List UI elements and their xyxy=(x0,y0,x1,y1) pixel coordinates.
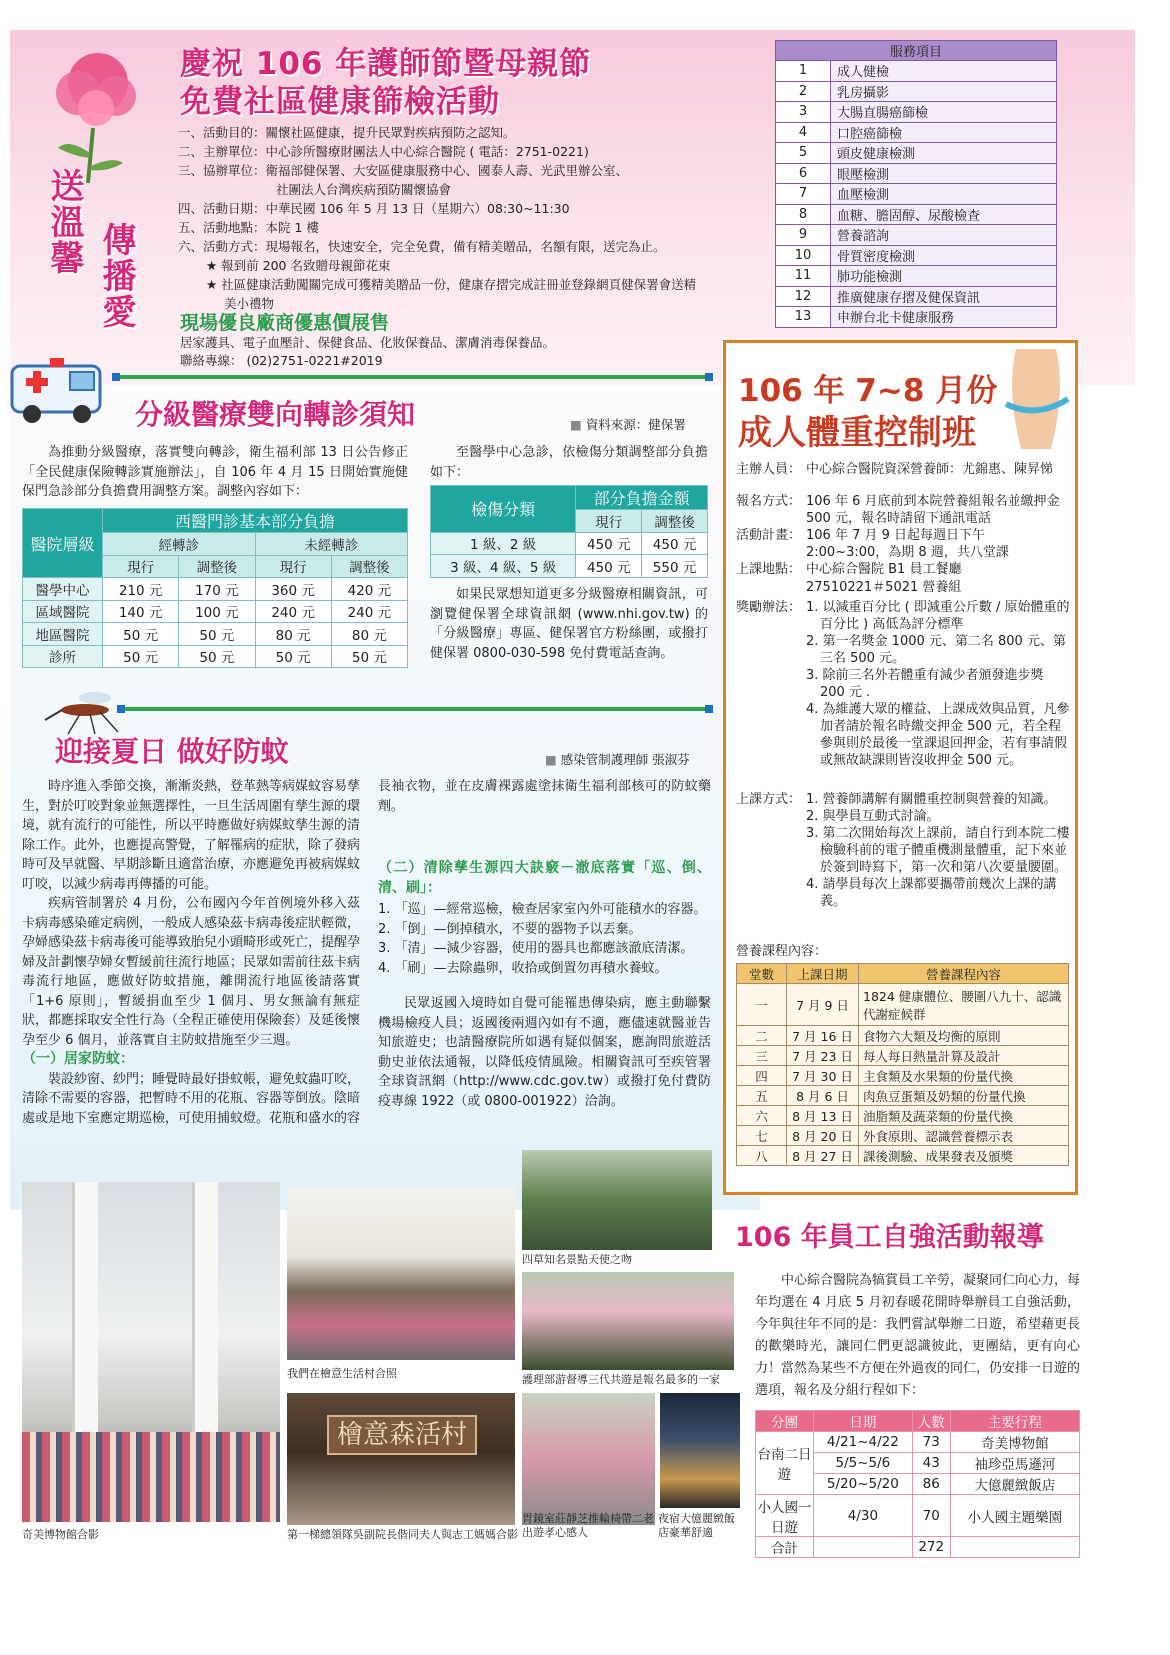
subheading: （二）清除孳生源四大訣竅－澈底落實「巡、倒、清、刷」： xyxy=(378,860,711,896)
subheading: （一）居家防蚊： xyxy=(22,1051,134,1067)
event-item: 社團法人台灣疾病預防關懷協會 xyxy=(276,182,452,197)
fee-cell: 450 元 xyxy=(642,532,708,555)
fee-cell: 240 元 xyxy=(255,600,331,623)
list-item: 2. 「倒」—倒掉積水，不要的器物予以丟棄。 xyxy=(378,921,642,937)
referral-more-info: 如果民眾想知道更多分級醫療相關資訊，可瀏覽健保署全球資訊網 (www.nhi.gov.tw) 的「分級醫療」專區、健保署官方粉絲團，或撥打健保署 0800-030-598 免付費電話查詢。 xyxy=(430,587,708,661)
col-not-referred: 未經轉診 xyxy=(255,533,408,556)
table-row xyxy=(737,1086,1069,1106)
col-session: 堂數 xyxy=(737,964,787,984)
session-number: 五 xyxy=(737,1086,787,1106)
contact-line: 聯絡專線： (02)2751-0221#2019 xyxy=(180,353,383,368)
service-name: 頭皮健康檢測 xyxy=(831,143,1057,164)
fee-cell: 80 元 xyxy=(331,623,407,646)
photo-caption: 胃鏡室莊靜芝推輪椅帶二老出遊孝心感人 xyxy=(522,1512,654,1539)
session-content: 食物六大類及均衡的原則 xyxy=(859,1026,1069,1046)
mosquito-icon xyxy=(40,688,125,736)
table-row xyxy=(23,623,408,646)
trip-count: 43 xyxy=(912,1453,950,1474)
total-label: 合計 xyxy=(756,1537,814,1558)
award-item: 1. 以減重百分比 ( 即減重公斤數 / 原始體重的百分比 ) 高低為評分標準 xyxy=(806,600,1070,632)
trip-date: 5/5~5/6 xyxy=(814,1453,913,1474)
col-count: 人數 xyxy=(912,1411,950,1432)
session-content: 1824 健康體位、腰圍八九十、認識代謝症候群 xyxy=(859,984,1069,1026)
col-adjusted: 調整後 xyxy=(331,555,407,578)
session-content: 油脂類及蔬菜類的份量代換 xyxy=(859,1106,1069,1126)
er-fee-table xyxy=(430,485,708,578)
col-group: 分團 xyxy=(756,1411,814,1432)
referral-title: 分級醫療雙向轉診須知 xyxy=(135,398,416,431)
photo-caption: 我們在檜意生活村合照 xyxy=(287,1367,397,1380)
col-triage: 檢傷分類 xyxy=(431,486,576,533)
photo-caption: 第一梯總領隊吳副院長偕同夫人與志工媽媽合影 xyxy=(287,1528,518,1541)
session-date: 8 月 27 日 xyxy=(787,1146,859,1166)
session-date: 8 月 13 日 xyxy=(787,1106,859,1126)
weight-control-box xyxy=(723,340,1078,1195)
session-date: 7 月 16 日 xyxy=(787,1026,859,1046)
service-name: 肺功能檢測 xyxy=(831,266,1057,287)
section-divider xyxy=(115,375,710,379)
service-name: 申辦台北卡健康服務 xyxy=(831,307,1057,328)
service-number: 2 xyxy=(776,81,831,102)
session-content: 課後測驗、成果發表及頒獎 xyxy=(859,1146,1069,1166)
table-row xyxy=(737,1126,1069,1146)
session-number: 四 xyxy=(737,1066,787,1086)
service-row xyxy=(776,184,1057,205)
service-name: 眼壓檢測 xyxy=(831,163,1057,184)
service-name: 乳房攝影 xyxy=(831,81,1057,102)
fee-cell: 170 元 xyxy=(179,578,255,601)
list-item: 4. 「刷」—去除蟲卵，收拾或倒置勿再積水養蚊。 xyxy=(378,960,668,976)
session-date: 8 月 6 日 xyxy=(787,1086,859,1106)
vertical-slogan-1: 送溫馨 xyxy=(44,168,84,276)
paragraph: 裝設紗窗、紗門；睡覺時最好掛蚊帳，避免蚊蟲叮咬，清除不需要的容器，把暫時不用的花瓶、容器等倒放。陰暗處或是地下室應定期巡檢，可使用捕蚊燈。花瓶和盛水的容 xyxy=(22,1071,360,1126)
service-row xyxy=(776,266,1057,287)
service-name: 大腸直腸癌篩檢 xyxy=(831,102,1057,123)
fee-cell: 50 元 xyxy=(331,645,407,668)
village-sign: 檜意森活村 xyxy=(327,1415,477,1455)
table-row xyxy=(737,1066,1069,1086)
method-item: 2. 與學員互動式討論。 xyxy=(806,809,940,824)
service-row xyxy=(776,286,1057,307)
photo-caption: 奇美博物館合影 xyxy=(22,1528,99,1541)
triage-class: 3 級、4 級、5 級 xyxy=(431,555,576,578)
service-name: 血糖、膽固醇、尿酸檢查 xyxy=(831,204,1057,225)
col-route: 主要行程 xyxy=(950,1411,1079,1432)
col-date: 日期 xyxy=(814,1411,913,1432)
fee-cell: 50 元 xyxy=(255,645,331,668)
trip-title: 106 年員工自強活動報導 xyxy=(735,1222,1044,1253)
award-item: 2. 第一名獎金 1000 元、第二名 800 元、第三名 500 元。 xyxy=(806,634,1066,666)
service-number: 1 xyxy=(776,61,831,82)
session-number: 三 xyxy=(737,1046,787,1066)
event-item: 二、主辦單位：中心診所醫療財團法人中心綜合醫院 ( 電話：2751-0221) xyxy=(178,144,589,159)
vertical-slogan-2: 傳播愛 xyxy=(96,222,136,330)
session-content: 每人每日熱量計算及設計 xyxy=(859,1046,1069,1066)
session-number: 八 xyxy=(737,1146,787,1166)
total-count: 272 xyxy=(912,1537,950,1558)
tips-list xyxy=(378,900,711,978)
event-item: 六、活動方式：現場報名，快速安全，完全免費，備有精美贈品，名額有限，送完為止。 xyxy=(178,239,666,254)
total-spacer xyxy=(950,1537,1079,1558)
col-adjusted: 調整後 xyxy=(179,555,255,578)
photo-caption: 夜宿大億麗緻飯店豪華舒適 xyxy=(658,1512,735,1539)
fee-cell: 450 元 xyxy=(576,555,642,578)
event-item: 美小禮物 xyxy=(224,296,275,311)
weight-info-label: 主辦人員： xyxy=(736,462,802,477)
group-name: 小人國一日遊 xyxy=(756,1495,814,1537)
fair-line: 居家護具、電子血壓計、保健食品、化妝保養品、潔膚消毒保養品。 xyxy=(180,335,556,350)
referral-intro: 為推動分級醫療，落實雙向轉診，衛生福利部 13 日公告修正「全民健康保險轉診實施辦法」，自 106 年 4 月 15 日開始實施健保門急診部分負擔費用調整方案。調整內容如下： xyxy=(22,445,408,499)
col-basic-fee: 西醫門診基本部分負擔 xyxy=(103,509,408,533)
referral-source: ■ 資料來源：健保署 xyxy=(570,415,686,433)
weight-info-value: 106 年 7 月 9 日起每週日下午 2:00~3:00，為期 8 週，共八堂課 xyxy=(806,528,1009,560)
table-row xyxy=(737,1046,1069,1066)
total-spacer xyxy=(814,1537,913,1558)
table-row xyxy=(431,555,708,578)
trip-table xyxy=(755,1410,1080,1558)
award-label: 獎勵辦法： xyxy=(736,600,802,615)
service-number: 3 xyxy=(776,102,831,123)
fee-cell: 450 元 xyxy=(576,532,642,555)
weight-title-2: 成人體重控制班 xyxy=(738,413,976,453)
service-row xyxy=(776,307,1057,328)
service-number: 8 xyxy=(776,204,831,225)
service-name: 成人健檢 xyxy=(831,61,1057,82)
divider-marker xyxy=(112,373,120,381)
service-number: 12 xyxy=(776,286,831,307)
mosquito-title: 迎接夏日 做好防蚊 xyxy=(55,735,289,768)
award-list xyxy=(806,599,1071,769)
photo-group-volunteers xyxy=(287,1393,515,1525)
event-title-1: 慶祝 106 年護師節暨母親節 xyxy=(180,46,592,82)
weight-info-label: 上課地點： xyxy=(736,562,802,577)
session-number: 一 xyxy=(737,984,787,1026)
table-row xyxy=(431,532,708,555)
method-item: 4. 請學員每次上課都要攜帶前幾次上課的講義。 xyxy=(806,877,1057,909)
paragraph: 疾病管制署於 4 月份，公布國內今年首例境外移入茲卡病毒感染確定病例，一般成人感染茲卡病毒後症狀輕微，孕婦感染茲卡病毒後可能導致胎兒小頭畸形或死亡，提醒孕婦及計劃懷孕婦女暫緩前往流行地區；民眾如需前往茲卡病毒流行地區，應做好防蚊措施，離開流行地區後請落實「1+6 原則」，暫緩捐血至少 1 個月、男女無論有無症狀，都應採取安全性行為（全程正確使用保險套）及延後懷孕至少 6 個月，並落實自主防蚊措施至少三週。 xyxy=(22,896,361,1048)
service-number: 9 xyxy=(776,225,831,246)
service-number: 6 xyxy=(776,163,831,184)
fee-cell: 360 元 xyxy=(255,578,331,601)
weight-title-1: 106 年 7~8 月份 xyxy=(738,373,998,409)
mosquito-source: ■ 感染管制護理師 張淑芬 xyxy=(545,750,690,768)
col-date: 上課日期 xyxy=(787,964,859,984)
services-header: 服務項目 xyxy=(776,41,1057,61)
section-divider xyxy=(120,707,710,711)
group-name: 台南二日遊 xyxy=(756,1432,814,1495)
photo-hotel xyxy=(660,1393,740,1508)
trip-count: 70 xyxy=(912,1495,950,1537)
fee-cell: 240 元 xyxy=(331,600,407,623)
service-row xyxy=(776,245,1057,266)
hospital-level: 區域醫院 xyxy=(23,600,103,623)
session-number: 二 xyxy=(737,1026,787,1046)
weight-info-value: 中心綜合醫院資深營養師：尤錦惠、陳昇悌 xyxy=(806,462,1054,477)
paragraph: 時序進入季節交換，漸漸炎熱，登革熱等病媒蚊容易孳生，對於叮咬對象並無選擇性，一旦生活周圍有孳生源的環境，就有流行的可能性，所以平時應做好病媒蚊孳生源的清除工作。此外，也應提高警覺，了解罹病的症狀，除了發病時可及早就醫、早期診斷且適當治療，亦應避免再被病媒蚊叮咬，以減少病毒再傳播的可能。 xyxy=(22,779,361,892)
trip-date: 5/20~5/20 xyxy=(814,1474,913,1495)
trip-date: 4/21~4/22 xyxy=(814,1432,913,1453)
weight-info-label: 報名方式： xyxy=(736,494,802,509)
col-hospital-level: 醫院層級 xyxy=(23,509,103,578)
col-current: 現行 xyxy=(103,555,179,578)
divider-marker xyxy=(705,705,713,713)
list-item: 1. 「巡」—經常巡檢，檢查居家室內外可能積水的容器。 xyxy=(378,902,707,917)
list-item: 3. 「清」—減少容器，使用的器具也都應該澈底清潔。 xyxy=(378,941,694,956)
service-name: 口腔癌篩檢 xyxy=(831,122,1057,143)
session-date: 8 月 20 日 xyxy=(787,1126,859,1146)
service-name: 骨質密度檢測 xyxy=(831,245,1057,266)
trip-route: 小人國主題樂園 xyxy=(950,1495,1079,1537)
service-name: 血壓檢測 xyxy=(831,184,1057,205)
session-content: 肉魚豆蛋類及奶類的份量代換 xyxy=(859,1086,1069,1106)
service-number: 4 xyxy=(776,122,831,143)
trip-count: 86 xyxy=(912,1474,950,1495)
col-current: 現行 xyxy=(576,510,642,533)
service-row xyxy=(776,122,1057,143)
paragraph: 民眾返國入境時如自覺可能罹患傳染病，應主動聯繫機場檢疫人員；返國後兩週內如有不適，應儘速就醫並告知旅遊史；也請醫療院所如遇有疑似個案，應詢問旅遊活動史並依法通報，以降低疫情風險。相關資訊可至疾管署全球資訊網（http://www.cdc.gov.tw）或撥打免付費防疫專線 1922（或 0800-001922）洽詢。 xyxy=(378,996,711,1109)
service-name: 推廣健康存摺及健保資訊 xyxy=(831,286,1057,307)
table-row xyxy=(23,600,408,623)
event-item: 三、協辦單位：衛福部健保署、大安區健康服務中心、國泰人壽、光武里辦公室、 xyxy=(178,163,629,178)
event-item: 四、活動日期：中華民國 106 年 5 月 13 日（星期六）08:30~11:30 xyxy=(178,201,570,216)
trip-date: 4/30 xyxy=(814,1495,913,1537)
trip-route: 奇美博物館 xyxy=(950,1432,1079,1453)
hospital-level: 診所 xyxy=(23,645,103,668)
photo-chimei-museum xyxy=(22,1182,280,1522)
photo-caption: 護理部游督導三代共遊是報名最多的一家 xyxy=(522,1373,720,1386)
col-current: 現行 xyxy=(255,555,331,578)
fee-cell: 50 元 xyxy=(179,645,255,668)
fee-cell: 140 元 xyxy=(103,600,179,623)
fee-cell: 50 元 xyxy=(103,645,179,668)
session-date: 7 月 30 日 xyxy=(787,1066,859,1086)
event-item: 五、活動地點：本院 1 樓 xyxy=(178,220,319,235)
course-label: 營養課程內容： xyxy=(736,944,828,959)
trip-route: 袖珍亞馬遜河 xyxy=(950,1453,1079,1474)
divider-marker xyxy=(117,705,125,713)
fee-cell: 210 元 xyxy=(103,578,179,601)
mosquito-column-left xyxy=(22,777,360,1128)
weight-info-label: 活動計畫： xyxy=(736,528,802,543)
weight-info-value: 106 年 6 月底前到本院營養組報名並繳押金 500 元，報名時請留下通訊電話 xyxy=(806,494,1060,526)
weight-info-value: 27510221＃5021 營養組 xyxy=(806,580,962,595)
col-adjusted: 調整後 xyxy=(642,510,708,533)
award-item: 3. 除前三名外若體重有減少者頒發進步獎 200 元 . xyxy=(806,668,1044,700)
er-intro: 至醫學中心急診，依檢傷分類調整部分負擔如下： xyxy=(430,445,708,480)
hospital-level: 醫學中心 xyxy=(23,578,103,601)
table-row xyxy=(737,984,1069,1026)
session-date: 7 月 23 日 xyxy=(787,1046,859,1066)
fee-cell: 550 元 xyxy=(642,555,708,578)
carnation-icon xyxy=(18,38,158,188)
ambulance-icon xyxy=(8,352,113,430)
hospital-level: 地區醫院 xyxy=(23,623,103,646)
session-content: 外食原則、認識營養標示表 xyxy=(859,1126,1069,1146)
session-number: 七 xyxy=(737,1126,787,1146)
col-referred: 經轉診 xyxy=(103,533,256,556)
photo-family xyxy=(522,1272,734,1370)
fee-cell: 80 元 xyxy=(255,623,331,646)
method-item: 1. 營養師講解有關體重控制與營養的知識。 xyxy=(806,792,1057,807)
table-row xyxy=(737,1146,1069,1166)
fair-title: 現場優良廠商優惠價展售 xyxy=(180,312,390,334)
service-number: 13 xyxy=(776,307,831,328)
trip-text: 中心綜合醫院為犒賞員工辛勞，凝聚同仁向心力，每年均選在 4 月底 5 月初春暖花開時舉辦員工自強活動，今年與往年不同的是：我們嘗試舉辦二日遊，希望藉更長的歡樂時光，讓同仁們更認識彼此，更團結，更有向心力！當然為某些不方便在外過夜的同仁，仍安排一日遊的選項，報名及分組行程如下： xyxy=(755,1273,1081,1398)
col-content: 營養課程內容 xyxy=(859,964,1069,984)
session-date: 7 月 9 日 xyxy=(787,984,859,1026)
service-number: 10 xyxy=(776,245,831,266)
outpatient-fee-table xyxy=(22,508,408,668)
photo-caption: 四草知名景點天使之吻 xyxy=(522,1253,632,1266)
fee-cell: 50 元 xyxy=(179,623,255,646)
event-item: 一、活動目的：關懷社區健康，提升民眾對疾病預防之認知。 xyxy=(178,125,516,140)
service-row xyxy=(776,163,1057,184)
service-number: 11 xyxy=(776,266,831,287)
fee-cell: 50 元 xyxy=(103,623,179,646)
service-row xyxy=(776,143,1057,164)
event-item: ★ 社區健康活動闖關完成可獲精美贈品一份，健康存摺完成註冊並登錄網頁健保署會送精 xyxy=(206,277,697,292)
service-number: 7 xyxy=(776,184,831,205)
trip-count: 73 xyxy=(912,1432,950,1453)
event-item: ★ 報到前 200 名致贈母親節花束 xyxy=(206,258,391,273)
service-name: 營養諮詢 xyxy=(831,225,1057,246)
table-row xyxy=(23,645,408,668)
service-row xyxy=(776,81,1057,102)
paragraph-continued xyxy=(378,777,711,855)
services-table xyxy=(775,40,1057,328)
fee-cell: 100 元 xyxy=(179,600,255,623)
photo-sicao-tunnel xyxy=(522,1150,712,1250)
course-table xyxy=(736,963,1069,1166)
method-list xyxy=(806,791,1071,910)
table-row xyxy=(23,578,408,601)
waist-measure-icon xyxy=(996,349,1071,449)
service-row xyxy=(776,225,1057,246)
trip-route: 大億麗緻飯店 xyxy=(950,1474,1079,1495)
award-item: 4. 為維護大眾的權益、上課成效與品質，凡參加者請於報名時繳交押金 500 元，若全程參與則於最後一堂課退回押金，若有事請假或無故缺課則皆沒收押金 500 元。 xyxy=(806,702,1070,768)
photo-wheelchair xyxy=(522,1393,655,1525)
event-title-2: 免費社區健康篩檢活動 xyxy=(180,84,500,120)
session-number: 六 xyxy=(737,1106,787,1126)
event-details xyxy=(178,123,768,313)
divider-marker xyxy=(705,373,713,381)
mosquito-column-right xyxy=(378,777,711,1111)
photo-hinoki-village xyxy=(287,1188,515,1360)
paragraph-tail: 長袖衣物，並在皮膚裸露處塗抹衛生福利部核可的防蚊藥劑。 xyxy=(378,779,711,814)
col-amount: 部分負擔金額 xyxy=(576,486,708,510)
method-label: 上課方式： xyxy=(736,792,802,807)
session-content: 主食類及水果類的份量代換 xyxy=(859,1066,1069,1086)
table-row xyxy=(737,1106,1069,1126)
service-row xyxy=(776,204,1057,225)
method-item: 3. 第二次開始每次上課前，請自行到本院二樓檢驗科前的電子體重機測量體重，記下來並於簽到時寫下，第一次和第八次要量腰圍。 xyxy=(806,826,1070,875)
service-number: 5 xyxy=(776,143,831,164)
table-row xyxy=(737,1026,1069,1046)
service-row xyxy=(776,102,1057,123)
service-row xyxy=(776,61,1057,82)
fee-cell: 420 元 xyxy=(331,578,407,601)
triage-class: 1 級、2 級 xyxy=(431,532,576,555)
weight-info-value: 中心綜合醫院 B1 員工餐廳 xyxy=(806,562,962,577)
